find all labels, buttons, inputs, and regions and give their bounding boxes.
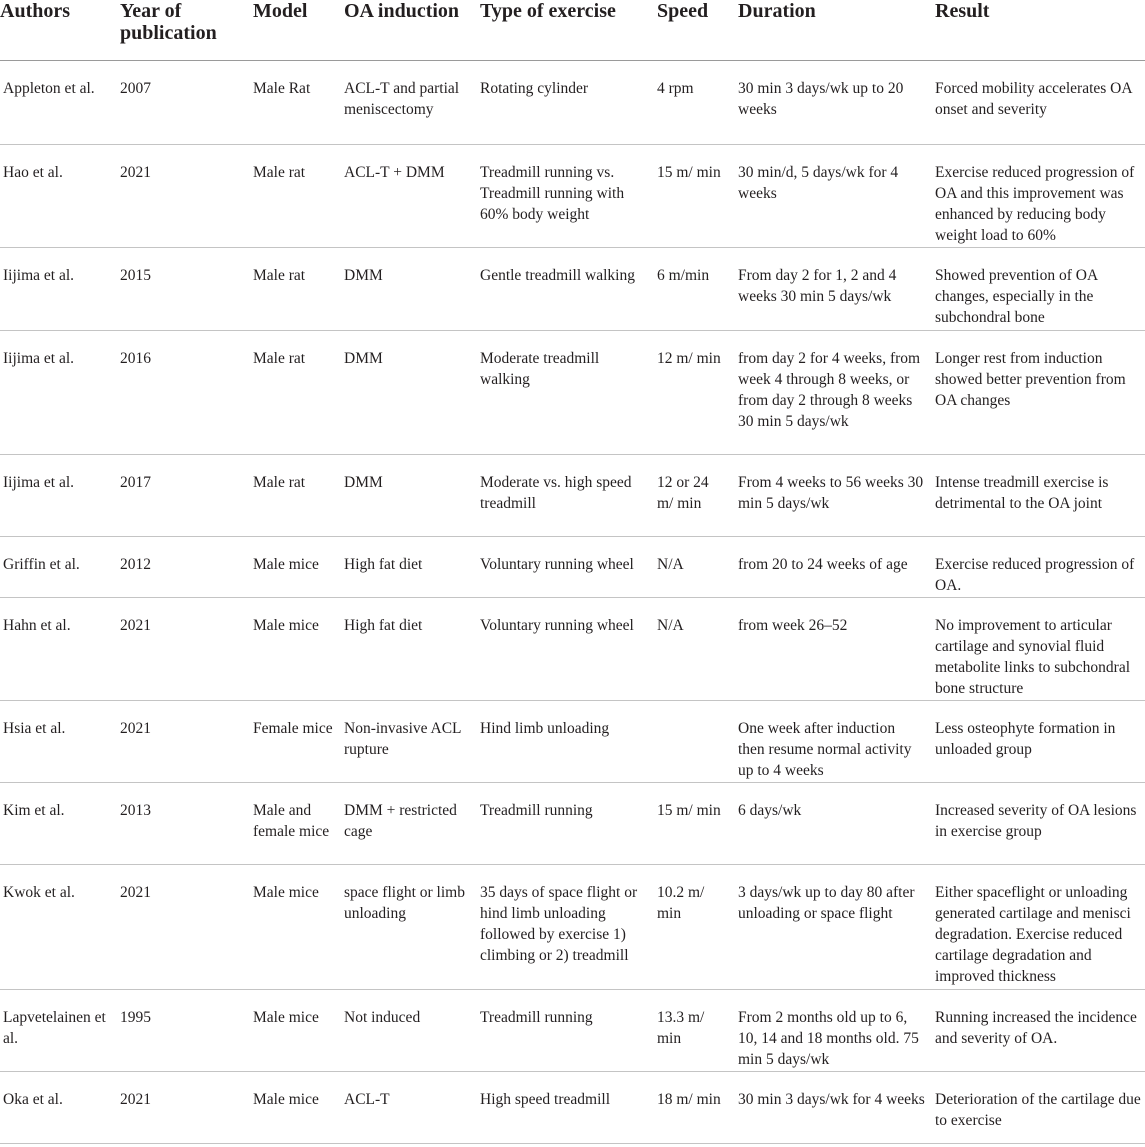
cell-duration: From 4 weeks to 56 weeks 30 min 5 days/wk — [733, 454, 930, 536]
cell-oa-induction: Not induced — [339, 989, 475, 1071]
cell-speed: 18 m/ min — [652, 1071, 733, 1143]
cell-model: Male rat — [248, 247, 339, 330]
cell-result: Less osteophyte formation in unloaded group — [930, 700, 1145, 782]
cell-oa-induction: ACL-T and partial meniscectomy — [339, 60, 475, 144]
cell-authors: Kwok et al. — [0, 864, 115, 989]
cell-model: Male rat — [248, 144, 339, 247]
cell-authors: Hsia et al. — [0, 700, 115, 782]
cell-duration: from day 2 for 4 weeks, from week 4 through 8 weeks, or from day 2 through 8 weeks 30 min 5 days/wk — [733, 330, 930, 454]
cell-exercise-type: Voluntary running wheel — [475, 597, 652, 700]
cell-exercise-type: Moderate vs. high speed treadmill — [475, 454, 652, 536]
cell-duration: From 2 months old up to 6, 10, 14 and 18 months old. 75 min 5 days/wk — [733, 989, 930, 1071]
cell-speed: 15 m/ min — [652, 782, 733, 864]
cell-oa-induction: DMM — [339, 454, 475, 536]
header-row — [0, 0, 1145, 60]
cell-exercise-type: 35 days of space flight or hind limb unloading followed by exercise 1) climbing or 2) treadmill — [475, 864, 652, 989]
cell-year: 2017 — [115, 454, 248, 536]
cell-authors: Kim et al. — [0, 782, 115, 864]
cell-model: Male mice — [248, 864, 339, 989]
table-row — [0, 700, 1145, 782]
cell-duration: 30 min 3 days/wk up to 20 weeks — [733, 60, 930, 144]
cell-result: Exercise reduced progression of OA. — [930, 536, 1145, 597]
cell-year: 1995 — [115, 989, 248, 1071]
cell-speed: 4 rpm — [652, 60, 733, 144]
cell-year: 2021 — [115, 700, 248, 782]
cell-duration: From day 2 for 1, 2 and 4 weeks 30 min 5 days/wk — [733, 247, 930, 330]
cell-model: Male mice — [248, 1071, 339, 1143]
table-header — [0, 0, 1145, 60]
cell-oa-induction: DMM — [339, 247, 475, 330]
cell-authors: Lapvetelainen et al. — [0, 989, 115, 1071]
cell-speed: 12 m/ min — [652, 330, 733, 454]
cell-model: Male rat — [248, 454, 339, 536]
cell-duration: 6 days/wk — [733, 782, 930, 864]
cell-authors: Appleton et al. — [0, 60, 115, 144]
header-year: Year of publication — [115, 0, 248, 60]
table-row — [0, 454, 1145, 536]
cell-exercise-type: Treadmill running — [475, 782, 652, 864]
cell-model: Male Rat — [248, 60, 339, 144]
table-row — [0, 1071, 1145, 1143]
cell-year: 2021 — [115, 1071, 248, 1143]
cell-result: Running increased the incidence and severity of OA. — [930, 989, 1145, 1071]
cell-model: Male and female mice — [248, 782, 339, 864]
cell-speed: 10.2 m/ min — [652, 864, 733, 989]
header-model: Model — [248, 0, 339, 60]
cell-model: Female mice — [248, 700, 339, 782]
header-oa-induction: OA induction — [339, 0, 475, 60]
header-duration: Duration — [733, 0, 930, 60]
cell-speed: N/A — [652, 597, 733, 700]
cell-exercise-type: Rotating cylinder — [475, 60, 652, 144]
cell-authors: Iijima et al. — [0, 330, 115, 454]
table-row — [0, 247, 1145, 330]
cell-oa-induction: High fat diet — [339, 536, 475, 597]
cell-oa-induction: High fat diet — [339, 597, 475, 700]
cell-duration: 3 days/wk up to day 80 after unloading or space flight — [733, 864, 930, 989]
cell-year: 2021 — [115, 864, 248, 989]
cell-oa-induction: space flight or limb unloading — [339, 864, 475, 989]
table-row — [0, 330, 1145, 454]
cell-result: Deterioration of the cartilage due to exercise — [930, 1071, 1145, 1143]
header-authors: Authors — [0, 0, 115, 60]
cell-exercise-type: Moderate treadmill walking — [475, 330, 652, 454]
cell-oa-induction: Non-invasive ACL rupture — [339, 700, 475, 782]
header-exercise-type: Type of exercise — [475, 0, 652, 60]
cell-authors: Iijima et al. — [0, 247, 115, 330]
cell-exercise-type: Hind limb unloading — [475, 700, 652, 782]
cell-result: Forced mobility accelerates OA onset and severity — [930, 60, 1145, 144]
table-body — [0, 60, 1145, 1143]
cell-year: 2016 — [115, 330, 248, 454]
cell-oa-induction: ACL-T + DMM — [339, 144, 475, 247]
table-row — [0, 60, 1145, 144]
cell-duration: from week 26–52 — [733, 597, 930, 700]
table-row — [0, 536, 1145, 597]
header-result: Result — [930, 0, 1145, 60]
cell-exercise-type: High speed treadmill — [475, 1071, 652, 1143]
cell-year: 2021 — [115, 597, 248, 700]
cell-authors: Iijima et al. — [0, 454, 115, 536]
cell-duration: from 20 to 24 weeks of age — [733, 536, 930, 597]
cell-authors: Griffin et al. — [0, 536, 115, 597]
cell-duration: 30 min 3 days/wk for 4 weeks — [733, 1071, 930, 1143]
cell-model: Male mice — [248, 597, 339, 700]
cell-speed: 6 m/min — [652, 247, 733, 330]
cell-result: Either spaceflight or unloading generated cartilage and menisci degradation. Exercise reduced cartilage degradation and improved thickness — [930, 864, 1145, 989]
cell-year: 2007 — [115, 60, 248, 144]
cell-oa-induction: ACL-T — [339, 1071, 475, 1143]
table-row — [0, 989, 1145, 1071]
table-row — [0, 597, 1145, 700]
header-speed: Speed — [652, 0, 733, 60]
cell-year: 2013 — [115, 782, 248, 864]
cell-model: Male rat — [248, 330, 339, 454]
cell-result: No improvement to articular cartilage and synovial fluid metabolite links to subchondral bone structure — [930, 597, 1145, 700]
cell-result: Showed prevention of OA changes, especially in the subchondral bone — [930, 247, 1145, 330]
cell-duration: 30 min/d, 5 days/wk for 4 weeks — [733, 144, 930, 247]
cell-authors: Oka et al. — [0, 1071, 115, 1143]
cell-result: Exercise reduced progression of OA and this improvement was enhanced by reducing body weight load to 60% — [930, 144, 1145, 247]
cell-authors: Hahn et al. — [0, 597, 115, 700]
cell-year: 2015 — [115, 247, 248, 330]
cell-model: Male mice — [248, 536, 339, 597]
table-row — [0, 144, 1145, 247]
cell-speed: 15 m/ min — [652, 144, 733, 247]
cell-exercise-type: Gentle treadmill walking — [475, 247, 652, 330]
cell-exercise-type: Voluntary running wheel — [475, 536, 652, 597]
cell-duration: One week after induction then resume normal activity up to 4 weeks — [733, 700, 930, 782]
cell-oa-induction: DMM + restricted cage — [339, 782, 475, 864]
cell-authors: Hao et al. — [0, 144, 115, 247]
cell-year: 2021 — [115, 144, 248, 247]
cell-year: 2012 — [115, 536, 248, 597]
cell-speed — [652, 700, 733, 782]
cell-speed: N/A — [652, 536, 733, 597]
cell-model: Male mice — [248, 989, 339, 1071]
cell-oa-induction: DMM — [339, 330, 475, 454]
cell-speed: 13.3 m/ min — [652, 989, 733, 1071]
cell-speed: 12 or 24 m/ min — [652, 454, 733, 536]
cell-result: Intense treadmill exercise is detrimental to the OA joint — [930, 454, 1145, 536]
cell-exercise-type: Treadmill running vs. Treadmill running with 60% body weight — [475, 144, 652, 247]
table-row — [0, 864, 1145, 989]
cell-result: Longer rest from induction showed better prevention from OA changes — [930, 330, 1145, 454]
cell-result: Increased severity of OA lesions in exercise group — [930, 782, 1145, 864]
cell-exercise-type: Treadmill running — [475, 989, 652, 1071]
table-row — [0, 782, 1145, 864]
